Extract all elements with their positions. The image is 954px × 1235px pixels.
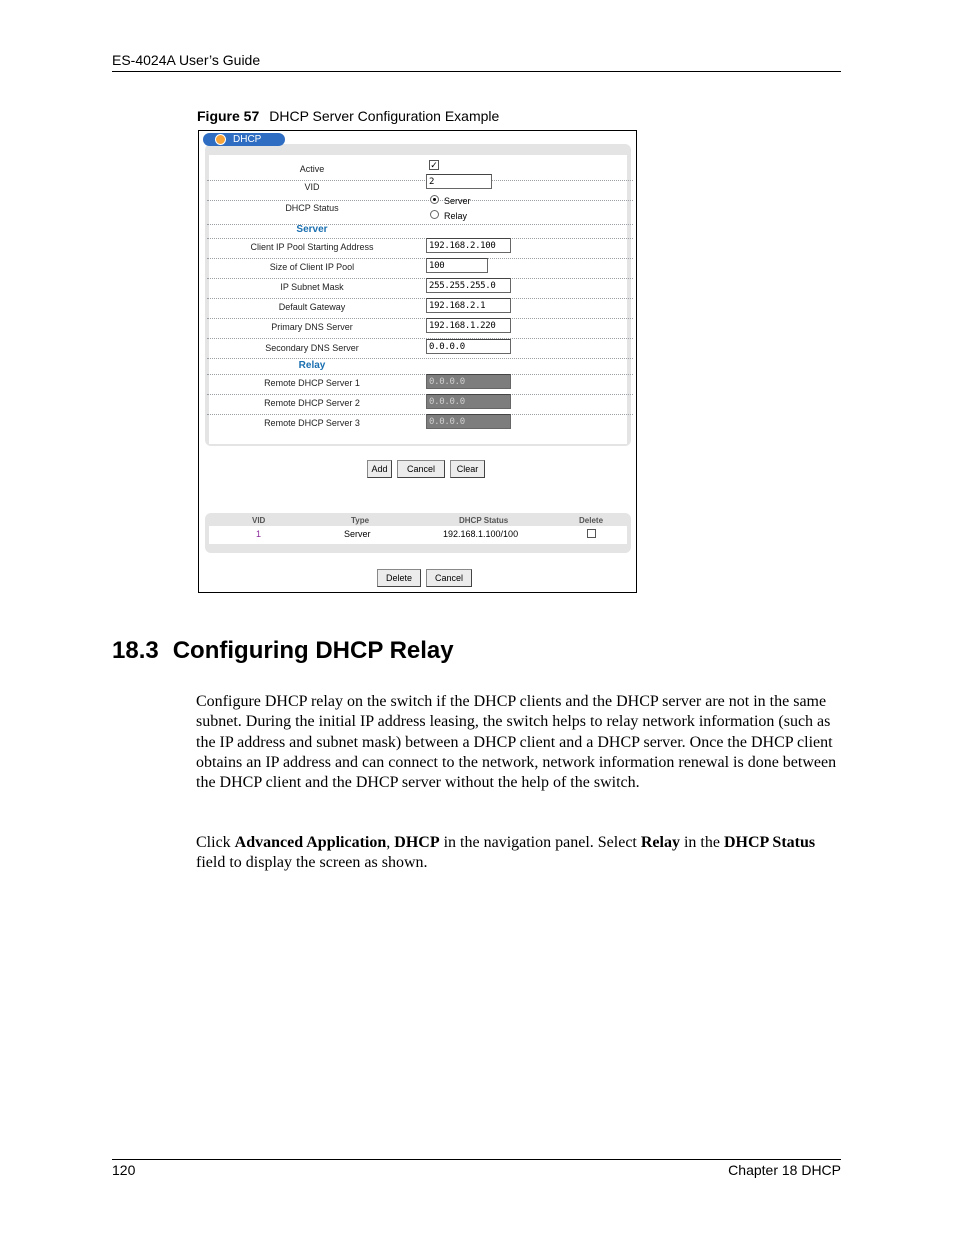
p2-text-3: in the navigation panel. Select [439, 834, 641, 851]
default-gateway-label: Default Gateway [278, 302, 346, 312]
remote-dhcp-1-label: Remote DHCP Server 1 [264, 378, 360, 388]
figure-caption [197, 108, 499, 124]
p2-bold-relay: Relay [640, 834, 680, 851]
remote-dhcp-3-label: Remote DHCP Server 3 [264, 418, 360, 428]
row-server-section [207, 224, 633, 239]
status-relay-label: Relay [444, 211, 468, 221]
tab-dot-icon [215, 134, 226, 145]
dhcp-screenshot [198, 130, 637, 593]
pool-size-label: Size of Client IP Pool [269, 262, 355, 272]
row-relay-section [207, 358, 633, 375]
subnet-mask-input[interactable]: 255.255.255.0 [426, 278, 511, 293]
pool-size-input[interactable]: 100 [426, 258, 488, 273]
table-row [209, 526, 627, 544]
row-active [207, 159, 633, 181]
figure-title: DHCP Server Configuration Example [269, 108, 500, 124]
row-type: Server [344, 529, 371, 539]
row-primary-dns [207, 318, 633, 339]
row-client-pool-start [207, 238, 633, 259]
delete-button[interactable]: Delete [377, 569, 421, 587]
remote-dhcp-3-input[interactable]: 0.0.0.0 [426, 414, 511, 429]
secondary-dns-input[interactable]: 0.0.0.0 [426, 339, 511, 354]
dhcp-status-label: DHCP Status [285, 203, 339, 213]
add-button[interactable]: Add [367, 460, 392, 478]
dhcp-summary-table [205, 513, 631, 553]
row-subnet-mask [207, 278, 633, 299]
paragraph-intro: Configure DHCP relay on the switch if the DHCP clients and the DHCP server are not in the same subnet. During the initial IP address leasing, the switch helps to relay network information (such as the IP address and subnet mask) between a DHCP client and a DHCP server. Once the DHCP client obtains an IP address and can connect to the network, network information renewal is done between the DHCP client and the DHCP server without the help of the switch. [196, 693, 837, 792]
row-vid-link[interactable]: 1 [256, 529, 262, 539]
client-pool-start-input[interactable]: 192.168.2.100 [426, 238, 511, 253]
p2-text-5: field to display the screen as shown. [196, 854, 428, 872]
status-server-radio[interactable] [430, 195, 439, 204]
col-delete: Delete [579, 516, 604, 525]
status-server-label: Server [444, 196, 471, 206]
row-delete-checkbox[interactable] [587, 529, 596, 538]
secondary-dns-label: Secondary DNS Server [265, 343, 359, 353]
section-number: 18.3 [112, 637, 159, 664]
remote-dhcp-1-input[interactable]: 0.0.0.0 [426, 374, 511, 389]
clear-button[interactable]: Clear [450, 460, 485, 478]
page-number: 120 [112, 1162, 136, 1178]
remote-dhcp-2-input[interactable]: 0.0.0.0 [426, 394, 511, 409]
status-relay-radio[interactable] [430, 210, 439, 219]
cancel-button[interactable]: Cancel [397, 460, 445, 478]
p2-bold-dhcp-status: DHCP Status [723, 834, 816, 851]
subnet-mask-label: IP Subnet Mask [280, 282, 344, 292]
p2-text-1: Click [196, 834, 235, 851]
col-vid: VID [252, 516, 266, 525]
row-secondary-dns [207, 338, 633, 359]
row-remote-dhcp-2 [207, 394, 633, 415]
chapter-label: Chapter 18 DHCP [728, 1162, 841, 1178]
primary-dns-input[interactable]: 192.168.1.220 [426, 318, 511, 333]
vid-label: VID [304, 182, 320, 192]
p2-text-2: , [386, 834, 395, 851]
active-label: Active [299, 164, 325, 174]
table-cancel-button[interactable]: Cancel [426, 569, 472, 587]
row-pool-size [207, 258, 633, 279]
p2-bold-advanced-application: Advanced Application [234, 834, 387, 851]
remote-dhcp-2-label: Remote DHCP Server 2 [264, 398, 360, 408]
relay-section-title: Relay [298, 360, 326, 371]
col-dhcp-status: DHCP Status [459, 516, 509, 525]
active-checkbox[interactable]: ✓ [430, 160, 438, 170]
row-remote-dhcp-3 [207, 414, 633, 434]
running-header: ES-4024A User’s Guide [112, 52, 261, 68]
section-heading [112, 637, 454, 665]
server-section-title: Server [296, 224, 328, 235]
primary-dns-label: Primary DNS Server [271, 322, 353, 332]
section-title: Configuring DHCP Relay [172, 637, 454, 664]
row-default-gateway [207, 298, 633, 319]
figure-label: Figure 57 [197, 108, 260, 124]
footer-rule [112, 1159, 841, 1160]
row-dhcp-status [207, 196, 633, 225]
row-dhcp-status: 192.168.1.100/100 [443, 529, 519, 539]
header-rule [112, 71, 841, 72]
p2-bold-dhcp: DHCP [394, 834, 440, 851]
col-type: Type [351, 516, 370, 525]
p2-text-4: in the [679, 834, 724, 851]
paragraph-instructions [196, 833, 841, 874]
dhcp-tab-label: DHCP [233, 134, 262, 145]
client-pool-start-label: Client IP Pool Starting Address [250, 242, 374, 252]
row-remote-dhcp-1 [207, 374, 633, 395]
dhcp-tab[interactable] [203, 133, 285, 146]
default-gateway-input[interactable]: 192.168.2.1 [426, 298, 511, 313]
vid-input[interactable]: 2 [426, 174, 492, 189]
row-vid [207, 177, 633, 201]
